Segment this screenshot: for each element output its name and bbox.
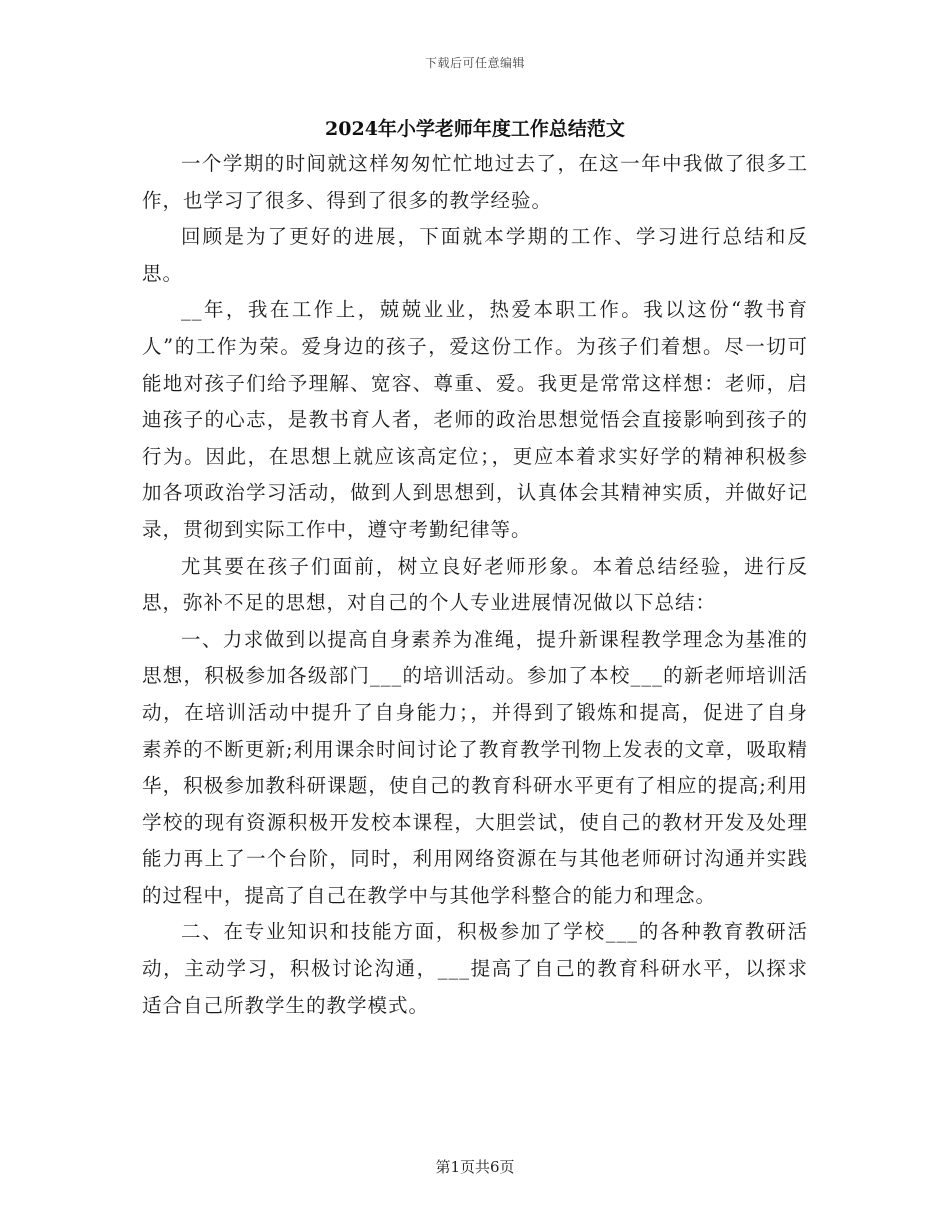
document-title: 2024年小学老师年度工作总结范文 xyxy=(325,118,625,140)
paragraph-teacher-image: 尤其要在孩子们面前，树立良好老师形象。本着总结经验，进行反思，弥补不足的思想，对自己的个人专业进展情况做以下总结： xyxy=(142,554,808,615)
paragraph-section-two: 二、在专业知识和技能方面，积极参加了学校___的各种教育教研活动，主动学习，积极讨论沟通，___提高了自己的教育科研水平，以探求适合自己所教学生的教学模式。 xyxy=(142,920,808,1017)
paragraph-work-attitude: __年，我在工作上，兢兢业业，热爱本职工作。我以这份“教书育人”的工作为荣。爱身边的孩子，爱这份工作。为孩子们着想。尽一切可能地对孩子们给予理解、宽容、尊重、爱。我更是常常这样想：老师，启迪孩子的心志，是教书育人者，老师的政治思想觉悟会直接影响到孩子的行为。因此，在思想上就应该高定位；，更应本着求实好学的精神积极参加各项政治学习活动，做到人到思想到，认真体会其精神实质，并做好记录，贯彻到实际工作中，遵守考勤纪律等。 xyxy=(142,298,808,541)
paragraph-intro: 一个学期的时间就这样匆匆忙忙地过去了，在这一年中我做了很多工作，也学习了很多、得到了很多的教学经验。 xyxy=(142,152,808,212)
header-note: 下载后可任意编辑 xyxy=(424,56,525,70)
paragraph-section-one: 一、力求做到以提高自身素养为准绳，提升新课程教学理念为基准的思想，积极参加各级部门___的培训活动。参加了本校___的新老师培训活动，在培训活动中提升了自身能力；，并得到了锻炼和提高，促进了自身素养的不断更新;利用课余时间讨论了教育教学刊物上发表的文章，吸取精华，积极参加教科研课题，使自己的教育科研水平更有了相应的提高;利用学校的现有资源积极开发校本课程，大胆尝试，使自己的教材开发及处理能力再上了一个台阶，同时，利用网络资源在与其他老师研讨沟通并实践的过程中，提高了自己在教学中与其他学科整合的能力和理念。 xyxy=(142,627,808,907)
paragraph-review: 回顾是为了更好的进展，下面就本学期的工作、学习进行总结和反思。 xyxy=(142,225,808,285)
document-body xyxy=(142,146,808,1024)
page-number-footer: 第1页共6页 xyxy=(435,1158,515,1176)
